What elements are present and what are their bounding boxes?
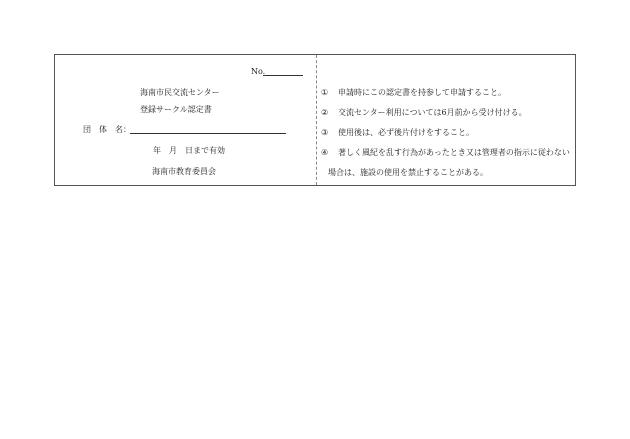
group-name-line [130,133,286,134]
rule-text: 交流センター利用については6月前から受け付ける。 [338,108,527,117]
organization-name: 海南市民交流センター [140,88,220,97]
rule-number: ① [321,88,329,97]
certificate-title: 登録サークル認定書 [140,105,212,114]
issuer-name: 海南市教育委員会 [152,167,216,176]
group-name-label: 団 体 名： [83,125,131,134]
number-label: No. [251,67,266,76]
rule-text: 著しく風紀を乱す行為があったとき又は管理者の指示に従わない [338,148,570,157]
validity-text: 年 月 日まで有効 [153,146,225,155]
rule-number: ④ [321,148,329,157]
number-field-line [263,75,303,76]
certificate-card [54,54,576,186]
rule-text: 使用後は、必ず後片付けをすること。 [338,128,474,137]
rule-number: ③ [321,128,329,137]
panel-divider [316,55,317,185]
rule-text: 申請時にこの認定書を持参して申請すること。 [338,88,506,97]
rule-text-continuation: 場合は、施設の使用を禁止することがある。 [328,168,488,177]
rule-number: ② [321,108,329,117]
